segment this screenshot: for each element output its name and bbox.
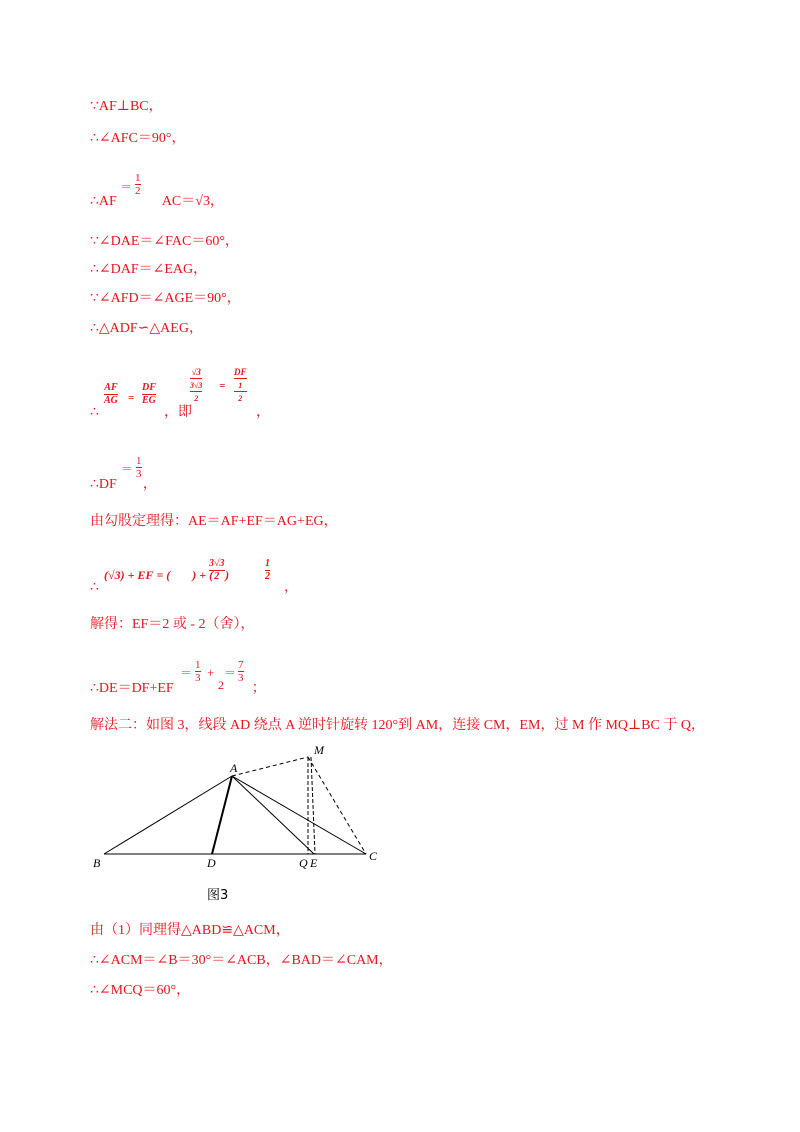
- segment-ac: [232, 776, 366, 854]
- text-ji: ，即: [164, 405, 192, 420]
- comma: ，: [284, 580, 298, 595]
- segment-am: [232, 757, 308, 776]
- line-method-two: 解法二：如图 3，线段 AD 绕点 A 逆时针旋转 120°到 AM，连接 CM，EM，过 M 作 MQ⊥BC 于 Q，: [90, 718, 705, 733]
- label-m: M: [314, 743, 324, 757]
- label-c: C: [369, 849, 378, 863]
- fraction-df-eg: DF EG: [142, 382, 156, 406]
- eq-sign: ＝: [180, 666, 193, 680]
- line-af-value: ∴AF AC＝√3，: [90, 194, 224, 209]
- segment-ad: [212, 776, 232, 854]
- label-d: D: [207, 856, 216, 870]
- line-congruent: 由（1）同理得△ABD≌△ACM，: [90, 923, 290, 938]
- line-solution-ef: 解得：EF＝2 或 - 2（舍），: [90, 617, 255, 632]
- line-de-value: ∴DE＝DF+EF ；: [90, 681, 266, 696]
- fraction-seven-thirds: 7 3: [238, 659, 244, 684]
- fraction-third: 1 3: [195, 659, 201, 684]
- line-angle-daf: ∴∠DAF＝∠EAG，: [90, 262, 208, 277]
- digit-two: 2: [218, 678, 224, 692]
- comma: ，: [256, 405, 270, 420]
- label-a: A: [230, 761, 238, 775]
- eq-sign: ＝: [121, 462, 134, 476]
- fraction-half: 1 2: [135, 172, 141, 197]
- eq-sign: ＝: [224, 666, 237, 680]
- geometry-figure-3: [88, 742, 400, 870]
- segment-ab: [104, 776, 232, 854]
- line-equation: (√3) + EF = ( ) + ( ): [104, 568, 230, 582]
- line-pythagoras: 由勾股定理得：AE＝AF+EF＝AG+EG，: [90, 514, 338, 529]
- fraction-af-ag: AF AG: [104, 382, 118, 406]
- eq-sign: ＝: [120, 180, 133, 194]
- fraction-half: 1 2: [265, 558, 270, 582]
- segment-ae: [232, 776, 314, 854]
- segment-cm: [308, 757, 366, 854]
- segment-me: [311, 757, 315, 854]
- figure-caption: 图3: [207, 888, 229, 903]
- label-e: E: [310, 856, 318, 870]
- fraction-3sqrt3-2: 3√3 2: [209, 558, 225, 582]
- label-q: Q: [299, 856, 308, 870]
- eq-sign: =: [128, 392, 135, 404]
- label-b: B: [93, 856, 101, 870]
- line-angle-afd: ∵∠AFD＝∠AGE＝90°，: [90, 291, 241, 306]
- fraction-df-half: DF 1 2: [234, 367, 247, 403]
- plus-sign: +: [207, 665, 215, 680]
- eq-sign: =: [219, 380, 226, 392]
- fraction-third: 1 3: [136, 455, 142, 480]
- line-angle-afc: ∴∠AFC＝90°，: [90, 131, 186, 146]
- line-equation-prefix: ∴: [90, 580, 99, 595]
- line-similar-triangles: ∴△ADF∽△AEG，: [90, 321, 203, 336]
- line-df-value: ∴DF ，: [90, 477, 157, 492]
- line-angle-acm: ∴∠ACM＝∠B＝30°＝∠ACB，∠BAD＝∠CAM，: [90, 953, 393, 968]
- line-angle-mcq: ∴∠MCQ＝60°，: [90, 983, 191, 998]
- fraction-sqrt3-complex: √3 3√3 2: [190, 367, 203, 403]
- line-angle-dae: ∵∠DAE＝∠FAC＝60°，: [90, 234, 239, 249]
- line-ratio-prefix: ∴: [90, 405, 99, 420]
- line-af-perp-bc: ∵AF⊥BC，: [90, 99, 163, 114]
